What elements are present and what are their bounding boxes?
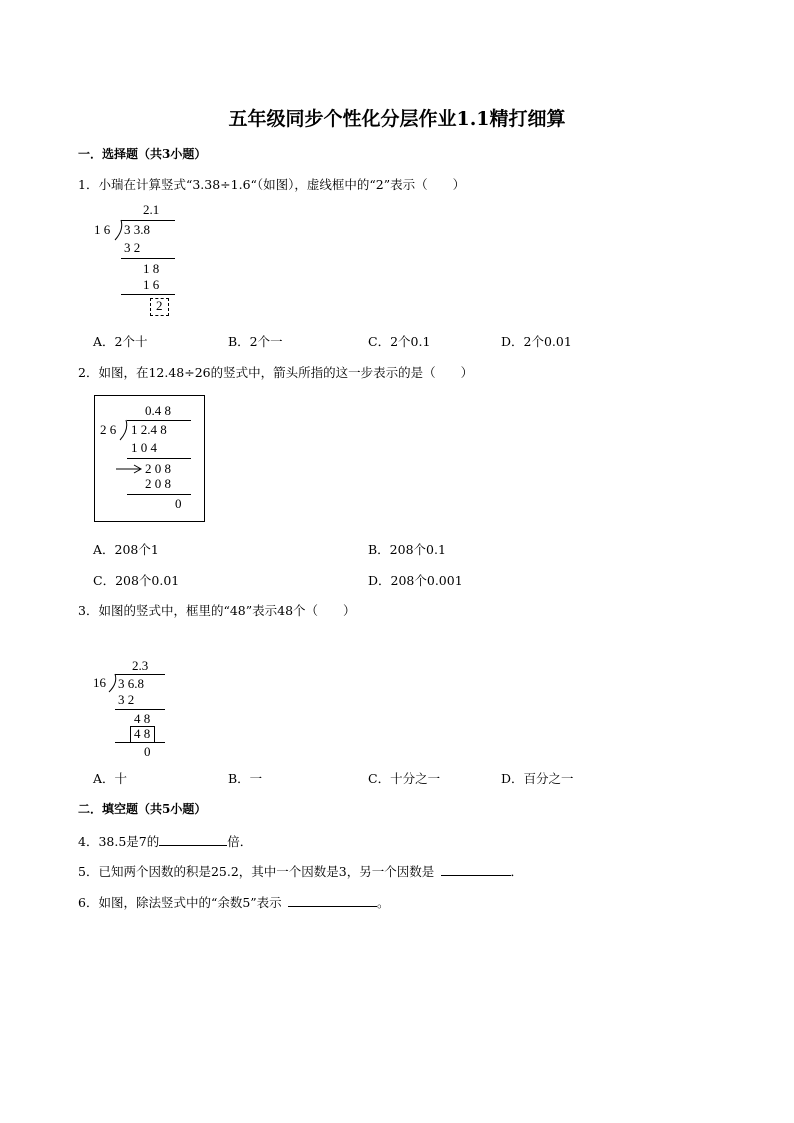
q3-divisor: 16 bbox=[93, 675, 106, 690]
q3-option-d[interactable]: D．百分之一 bbox=[501, 771, 574, 786]
question-5 bbox=[78, 862, 523, 880]
q2-quotient: 0.4 8 bbox=[145, 403, 171, 418]
q3-option-c[interactable]: C．十分之一 bbox=[368, 771, 441, 786]
q3-step-2: 4 8 bbox=[134, 711, 151, 726]
q1-line-2 bbox=[121, 294, 175, 295]
q2-option-c[interactable]: C．208个0.01 bbox=[93, 573, 180, 588]
q4-text-before: 4．38.5是7的 bbox=[78, 834, 160, 849]
q4-text-after: 倍． bbox=[227, 834, 253, 849]
q3-step-3: 4 8 bbox=[134, 726, 151, 741]
q3-step-1: 3 2 bbox=[118, 692, 135, 707]
q3-line-1 bbox=[115, 709, 165, 710]
question-3-text: 3．如图的竖式中，框里的“48”表示48个（ ） bbox=[78, 603, 356, 618]
q2-divisor: 2 6 bbox=[100, 422, 117, 437]
q1-step-2: 1 8 bbox=[143, 261, 160, 276]
q5-text-after: ． bbox=[510, 864, 524, 879]
q2-step-2: 2 0 8 bbox=[145, 461, 171, 476]
question-4 bbox=[78, 832, 252, 850]
q5-text-before: 5．已知两个因数的积是25.2，其中一个因数是3，另一个因数是 bbox=[78, 864, 435, 879]
q1-quotient: 2.1 bbox=[143, 202, 160, 217]
q1-option-c[interactable]: C．2个0.1 bbox=[368, 334, 431, 349]
q4-answer-blank[interactable] bbox=[159, 832, 227, 846]
question-2-text: 2．如图，在12.48÷26的竖式中，箭头所指的这一步表示的是（ ） bbox=[78, 365, 474, 380]
q3-remainder: 0 bbox=[144, 744, 151, 759]
q3-dividend: 3 6.8 bbox=[118, 676, 144, 691]
q3-bracket-line bbox=[115, 674, 165, 675]
q1-option-d[interactable]: D．2个0.01 bbox=[501, 334, 572, 349]
q2-bracket-curve bbox=[119, 420, 129, 442]
q2-option-b[interactable]: B．208个0.1 bbox=[368, 542, 446, 557]
q6-text-after: 。 bbox=[376, 895, 390, 910]
q1-step-1: 3 2 bbox=[124, 240, 141, 255]
q5-answer-blank[interactable] bbox=[441, 862, 511, 876]
q2-option-a[interactable]: A．208个1 bbox=[93, 542, 159, 557]
question-1-text: 1．小瑞在计算竖式“3.38÷1.6“（如图），虚线框中的“2”表示（ ） bbox=[78, 177, 466, 192]
q1-option-b[interactable]: B．2个一 bbox=[228, 334, 283, 349]
q1-divisor: 1 6 bbox=[94, 222, 111, 237]
q1-bracket-line bbox=[121, 220, 175, 221]
q2-step-1: 1 0 4 bbox=[131, 440, 157, 455]
page-title: 五年级同步个性化分层作业1.1精打细算 bbox=[228, 108, 566, 130]
q3-line-2 bbox=[115, 742, 165, 743]
q3-bracket-curve bbox=[108, 674, 118, 694]
q3-option-a[interactable]: A．十 bbox=[93, 771, 128, 786]
question-6 bbox=[78, 893, 389, 911]
q6-answer-blank[interactable] bbox=[288, 893, 377, 907]
q3-option-b[interactable]: B．一 bbox=[228, 771, 263, 786]
q2-option-d[interactable]: D．208个0.001 bbox=[368, 573, 463, 588]
q2-dividend: 1 2.4 8 bbox=[131, 422, 167, 437]
q1-option-a[interactable]: A．2个十 bbox=[93, 334, 148, 349]
q1-remainder: 2 bbox=[156, 298, 163, 313]
section-heading-fill: 二．填空题（共5小题） bbox=[78, 802, 207, 816]
arrow-icon bbox=[116, 464, 146, 474]
q6-text-before: 6．如图，除法竖式中的“余数5”表示 bbox=[78, 895, 282, 910]
q3-quotient: 2.3 bbox=[132, 658, 149, 673]
section-heading-choice: 一．选择题（共3小题） bbox=[78, 147, 207, 161]
q2-remainder: 0 bbox=[175, 496, 182, 511]
q2-bracket-line bbox=[127, 420, 191, 421]
q1-step-3: 1 6 bbox=[143, 277, 160, 292]
q2-line-2 bbox=[127, 494, 191, 495]
q1-line-1 bbox=[121, 258, 175, 259]
q1-bracket-curve bbox=[114, 220, 124, 242]
q2-line-1 bbox=[127, 458, 191, 459]
q1-dividend: 3 3.8 bbox=[124, 222, 150, 237]
q2-step-3: 2 0 8 bbox=[145, 476, 171, 491]
